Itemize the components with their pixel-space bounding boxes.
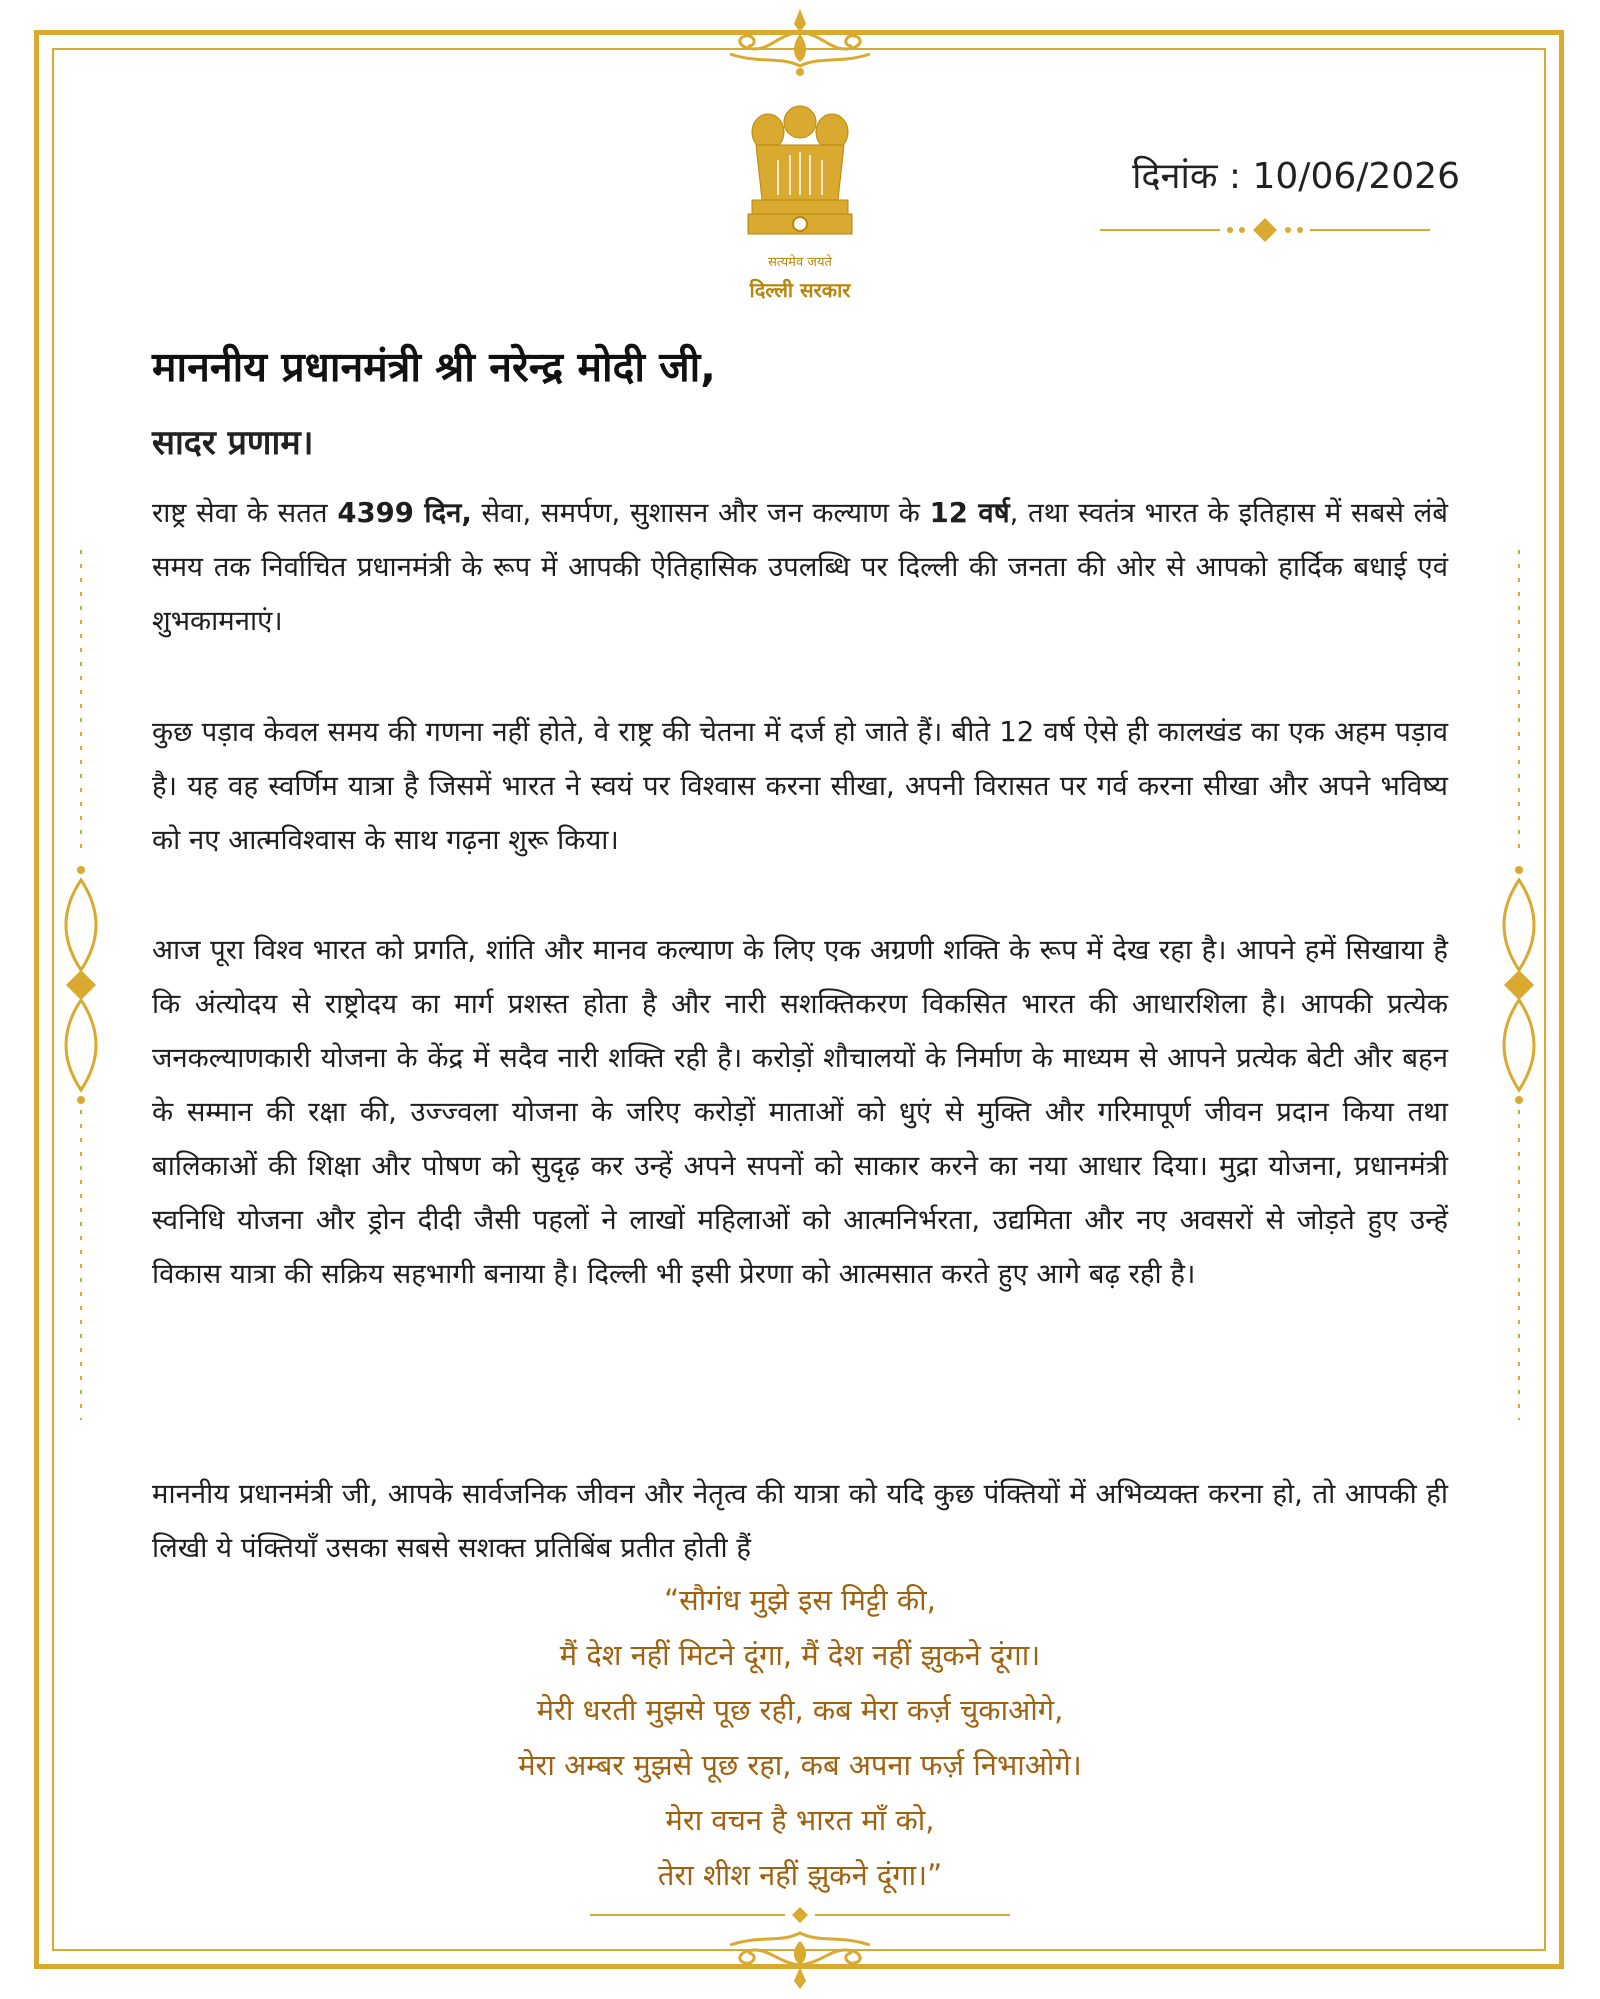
- poem-line: मेरा अम्बर मुझसे पूछ रहा, कब अपना फर्ज़ निभाओगे।: [518, 1748, 1082, 1782]
- poem-block: [200, 1573, 1400, 1903]
- emblem-motto: सत्यमेव जयते: [768, 255, 832, 270]
- poem-line: मैं देश नहीं मिटने दूंगा, मैं देश नहीं झुकने दूंगा।: [559, 1638, 1041, 1672]
- paragraph-1-years: 12 वर्ष: [929, 497, 1010, 529]
- top-flourish-ornament: [700, 4, 900, 84]
- poem-divider-ornament: [590, 1905, 1010, 1925]
- poem-line: तेरा शीश नहीं झुकने दूंगा।”: [657, 1858, 943, 1892]
- greeting-line: सादर प्रणाम।: [152, 423, 314, 463]
- paragraph-1-text-c: , तथा स्वतंत्र भारत के इतिहास में सबसे लंबे समय तक निर्वाचित प्रधानमंत्री के रूप में आपकी ऐतिहासिक उपलब्धि पर दिल्ली की जनता की ओर से आपको हार्दिक बधाई एवं शुभकामनाएं।: [152, 497, 1448, 637]
- paragraph-1-days: 4399 दिन,: [337, 497, 472, 529]
- paragraph-4: माननीय प्रधानमंत्री जी, आपके सार्वजनिक जीवन और नेतृत्व की यात्रा को यदि कुछ पंक्तियों में अभिव्यक्त करना हो, तो आपकी ही लिखी ये पंक्तियाँ उसका सबसे सशक्त प्रतिबिंब प्रतीत होती हैं: [152, 1478, 1448, 1564]
- salutation-heading: माननीय प्रधानमंत्री श्री नरेन्द्र मोदी जी,: [152, 343, 716, 391]
- date-divider-ornament: [1100, 215, 1430, 245]
- letter-date: दिनांक : 10/06/2026: [1132, 156, 1460, 197]
- government-name: दिल्ली सरकार: [749, 278, 851, 302]
- poem-line: मेरा वचन है भारत माँ को,: [665, 1803, 935, 1837]
- poem-line: मेरी धरती मुझसे पूछ रही, कब मेरा कर्ज़ चुकाओगे,: [536, 1693, 1064, 1727]
- paragraph-1-text-a: राष्ट्र सेवा के सतत: [152, 497, 338, 529]
- poem-line: “सौगंध मुझे इस मिट्टी की,: [664, 1583, 936, 1617]
- paragraph-3: आज पूरा विश्व भारत को प्रगति, शांति और मानव कल्याण के लिए एक अग्रणी शक्ति के रूप में देख रहा है। आपने हमें सिखाया है कि अंत्योदय से राष्ट्रोदय का मार्ग प्रशस्त होता है और नारी सशक्तिकरण विकसित भारत की आधारशिला है। आपकी प्रत्येक जनकल्याणकारी योजना के केंद्र में सदैव नारी शक्ति रही है। करोड़ों शौचालयों के निर्माण के माध्यम से आपने प्रत्येक बेटी और बहन के सम्मान की रक्षा की, उज्ज्वला योजना के जरिए करोड़ों माताओं को धुएं से मुक्ति और गरिमापूर्ण जीवन प्रदान किया तथा बालिकाओं की शिक्षा और पोषण को सुदृढ़ कर उन्हें अपने सपनों को साकार करने का नया आधार दिया। मुद्रा योजना, प्रधानमंत्री स्वनिधि योजना और ड्रोन दीदी जैसी पहलों ने लाखों महिलाओं को आत्मनिर्भरता, उद्यमिता और नए अवसरों से जोड़ते हुए उन्हें विकास यात्रा की सक्रिय सहभागी बनाया है। दिल्ली भी इसी प्रेरणा को आत्मसात करते हुए आगे बढ़ रही है।: [152, 934, 1448, 1290]
- paragraph-1: [152, 486, 1448, 648]
- bottom-flourish-ornament: [700, 1925, 900, 1995]
- left-side-ornament: [56, 550, 106, 1420]
- right-side-ornament: [1494, 550, 1544, 1420]
- national-emblem-icon: [738, 100, 862, 250]
- paragraph-2: कुछ पड़ाव केवल समय की गणना नहीं होते, वे राष्ट्र की चेतना में दर्ज हो जाते हैं। बीते 12 वर्ष ऐसे ही कालखंड का एक अहम पड़ाव है। यह वह स्वर्णिम यात्रा है जिसमें भारत ने स्वयं पर विश्वास करना सीखा, अपनी विरासत पर गर्व करना सीखा और अपने भविष्य को नए आत्मविश्वास के साथ गढ़ना शुरू किया।: [152, 716, 1448, 856]
- paragraph-1-text-b: सेवा, समर्पण, सुशासन और जन कल्याण के: [471, 497, 930, 529]
